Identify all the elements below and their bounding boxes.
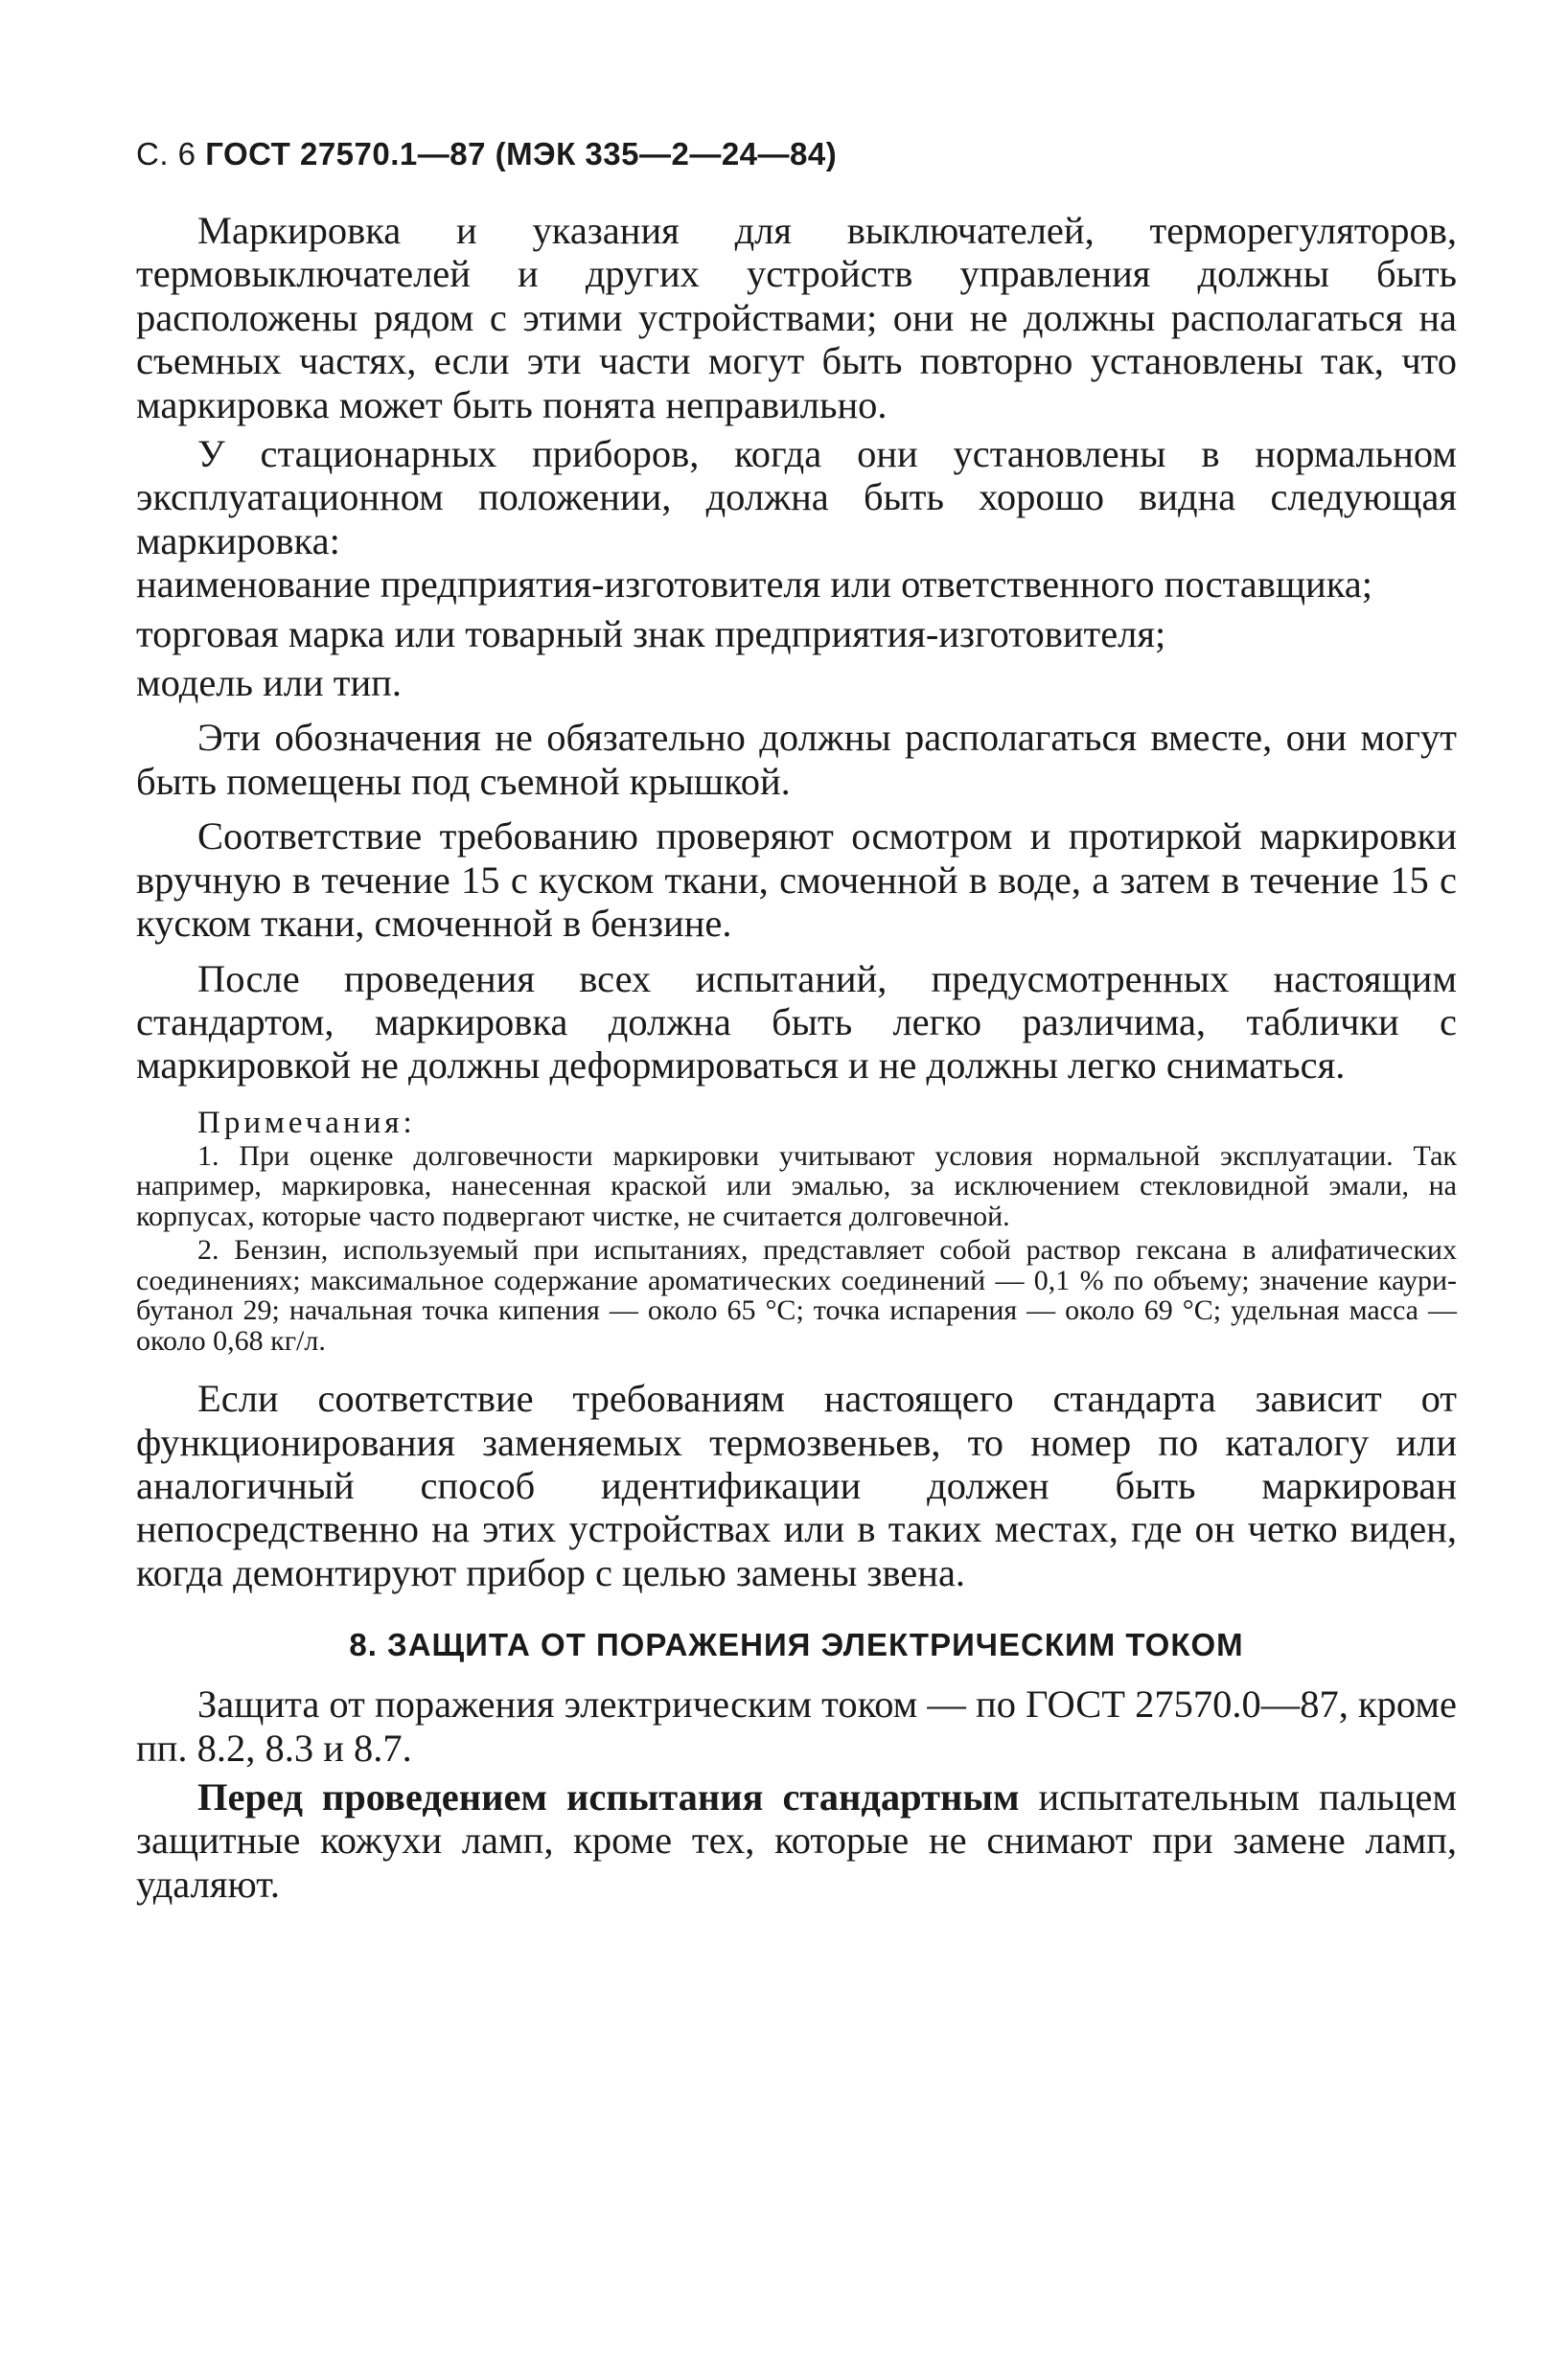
page-number: С. 6	[136, 136, 196, 172]
standard-designation: ГОСТ 27570.1—87 (МЭК 335—2—24—84)	[205, 136, 838, 172]
notes-block	[136, 1105, 1457, 1357]
list-item-trademark: торговая марка или товарный знак предприятия-изготовителя;	[136, 611, 1166, 655]
paragraph-replaceable-links: Если соответствие требованиям настоящего стандарта зависит от функционирования заменяемых термозвеньев, то номер по каталогу или аналогичный способ идентификации должен быть маркирован непосредственно на этих устройствах или в таких местах, где он четко виден, когда демонтируют прибор с целью замены звена.	[136, 1377, 1457, 1594]
notes-title: Примечания:	[197, 1105, 416, 1140]
paragraph-stationary: У стационарных приборов, когда они установлены в нормальном эксплуатационном положении, должна быть хорошо видна следующая маркировка:	[136, 432, 1457, 562]
section-8-paragraph-1: Защита от поражения электрическим током — по ГОСТ 27570.0—87, кроме пп. 8.2, 8.3 и 8.7.	[136, 1682, 1458, 1770]
page-header	[136, 136, 837, 172]
paragraph-marking-controls: Маркировка и указания для выключателей, терморегуляторов, термовыключателей и других устройств управления должны быть расположены рядом с этими устройствами; они не должны располагаться на съемных частях, если эти части могут быть повторно установлены так, что маркировка может быть понята неправильно.	[136, 209, 1457, 426]
section-8-paragraph-2-bold: Перед проведением испытания стандартным	[197, 1775, 1020, 1819]
section-8-title: 8. ЗАЩИТА ОТ ПОРАЖЕНИЯ ЭЛЕКТРИЧЕСКИМ ТОКОМ	[349, 1627, 1244, 1663]
paragraph-after-tests: После проведения всех испытаний, предусмотренных настоящим стандартом, маркировка должна быть легко различима, таблички с маркировкой не должны деформироваться и не должны легко сниматься.	[136, 956, 1457, 1087]
list-item-manufacturer-name: наименование предприятия-изготовителя или ответственного поставщика;	[136, 562, 1373, 606]
section-8-paragraph-2-rest: испытательным пальцем защитные кожухи ламп, кроме тех, которые не снимают при замене ламп, удаляют.	[136, 1775, 1457, 1906]
document-body	[136, 209, 1457, 1906]
list-item-model: модель или тип.	[136, 661, 402, 705]
paragraph-compliance-check: Соответствие требованию проверяют осмотром и протиркой маркировки вручную в течение 15 с куском ткани, смоченной в воде, а затем в течение 15 с куском ткани, смоченной в бензине.	[136, 814, 1457, 946]
paragraph-designations: Эти обозначения не обязательно должны располагаться вместе, они могут быть помещены под съемной крышкой.	[136, 716, 1457, 803]
section-8-paragraph-2	[136, 1775, 1457, 1906]
note-2: 2. Бензин, используемый при испытаниях, представляет собой раствор гексана в алифатических соединениях; максимальное содержание ароматических соединений — 0,1 % по объему; значение каури-бутанол 29; начальная точка кипения — около 65 °С; точка испарения — около 69 °С; удельная масса — около 0,68 кг/л.	[136, 1234, 1457, 1357]
note-1: 1. При оценке долговечности маркировки учитывают условия нормальной эксплуатации. Так например, маркировка, нанесенная краской или эмалью, за исключением стекловидной эмали, на корпусах, которые часто подвергают чистке, не считается долговечной.	[136, 1139, 1457, 1232]
